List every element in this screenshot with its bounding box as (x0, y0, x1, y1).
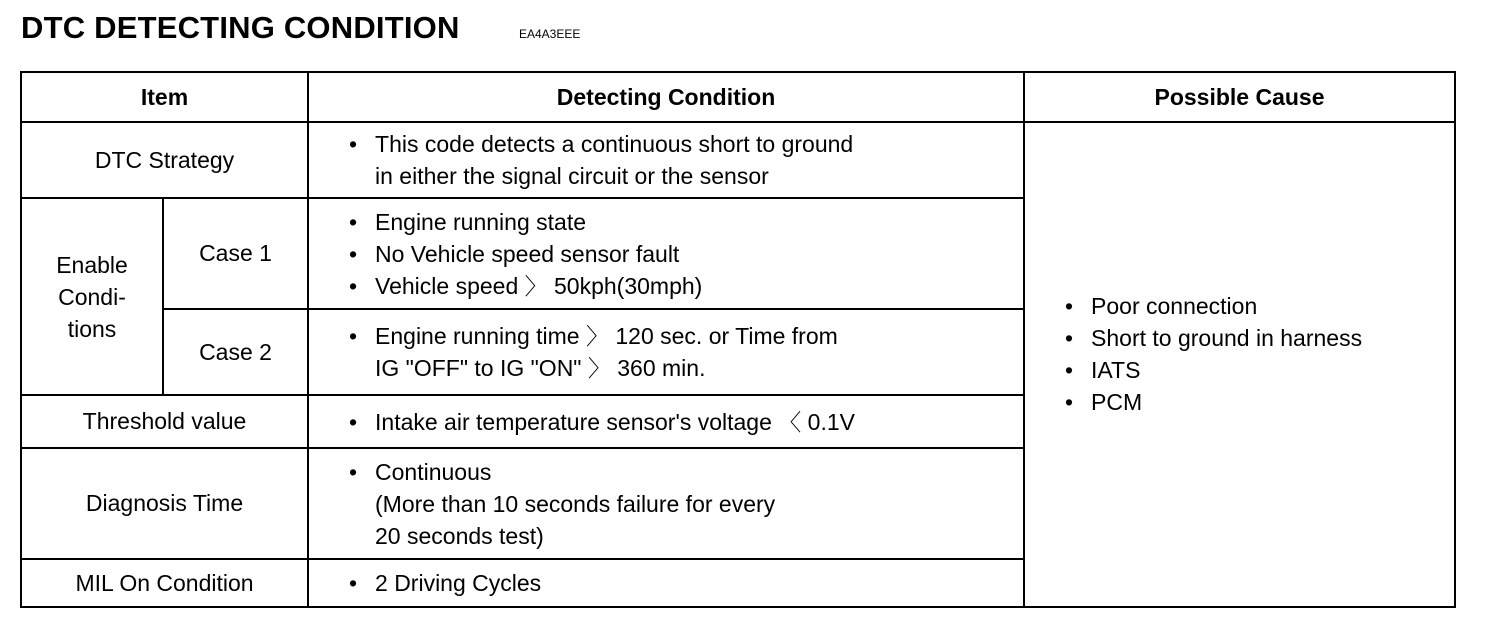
cause-item: • IATS (1063, 354, 1454, 386)
document-code: EA4A3EEE (519, 27, 581, 41)
case2-line-2: IG "OFF" to IG "ON" 〉 360 min. (375, 355, 706, 381)
row-dtc-strategy (21, 122, 1455, 198)
case2-line-1: • Engine running time 〉 120 sec. or Time from (347, 320, 1023, 352)
header-item: Item (21, 72, 308, 122)
diagnosis-time-label: Diagnosis Time (21, 448, 308, 559)
header-row (21, 72, 1455, 122)
header-detecting-condition: Detecting Condition (308, 72, 1024, 122)
cause-item: • Short to ground in harness (1063, 322, 1454, 354)
mil-on-condition-value (308, 559, 1024, 607)
strategy-line-1: • This code detects a continuous short to ground (347, 128, 1023, 160)
cause-item: • PCM (1063, 386, 1454, 418)
diagnosis-line-2: (More than 10 seconds failure for every (375, 490, 776, 517)
enable-label-line-3: tions (67, 315, 117, 342)
diagnosis-line-1: • Continuous (347, 456, 1023, 488)
dtc-table (20, 71, 1456, 608)
threshold-line-1: • Intake air temperature sensor's voltage 〈 0.1V (347, 406, 1023, 438)
header-possible-cause: Possible Cause (1024, 72, 1455, 122)
case1-item: • No Vehicle speed sensor fault (347, 238, 1023, 270)
possible-cause-cell (1024, 122, 1455, 607)
threshold-condition (308, 395, 1024, 448)
case1-condition (308, 198, 1024, 309)
case2-label: Case 2 (163, 309, 308, 395)
enable-label-line-2: Condi- (58, 283, 126, 310)
strategy-line-2: in either the signal circuit or the sensor (375, 163, 769, 189)
enable-label-line-1: Enable (56, 251, 128, 278)
case1-item: • Engine running state (347, 206, 1023, 238)
diagnosis-time-condition (308, 448, 1024, 559)
case1-label: Case 1 (163, 198, 308, 309)
mil-line-1: • 2 Driving Cycles (347, 567, 1023, 599)
mil-on-condition-label: MIL On Condition (21, 559, 308, 607)
diagnosis-line-3: 20 seconds test) (375, 522, 544, 549)
cause-item: • Poor connection (1063, 290, 1454, 322)
dtc-strategy-condition (308, 122, 1024, 198)
enable-conditions-label (21, 198, 163, 395)
case2-condition (308, 309, 1024, 395)
threshold-label: Threshold value (21, 395, 308, 448)
page-title: DTC DETECTING CONDITION (21, 10, 460, 45)
case1-item: • Vehicle speed 〉 50kph(30mph) (347, 270, 1023, 302)
dtc-strategy-label: DTC Strategy (21, 122, 308, 198)
